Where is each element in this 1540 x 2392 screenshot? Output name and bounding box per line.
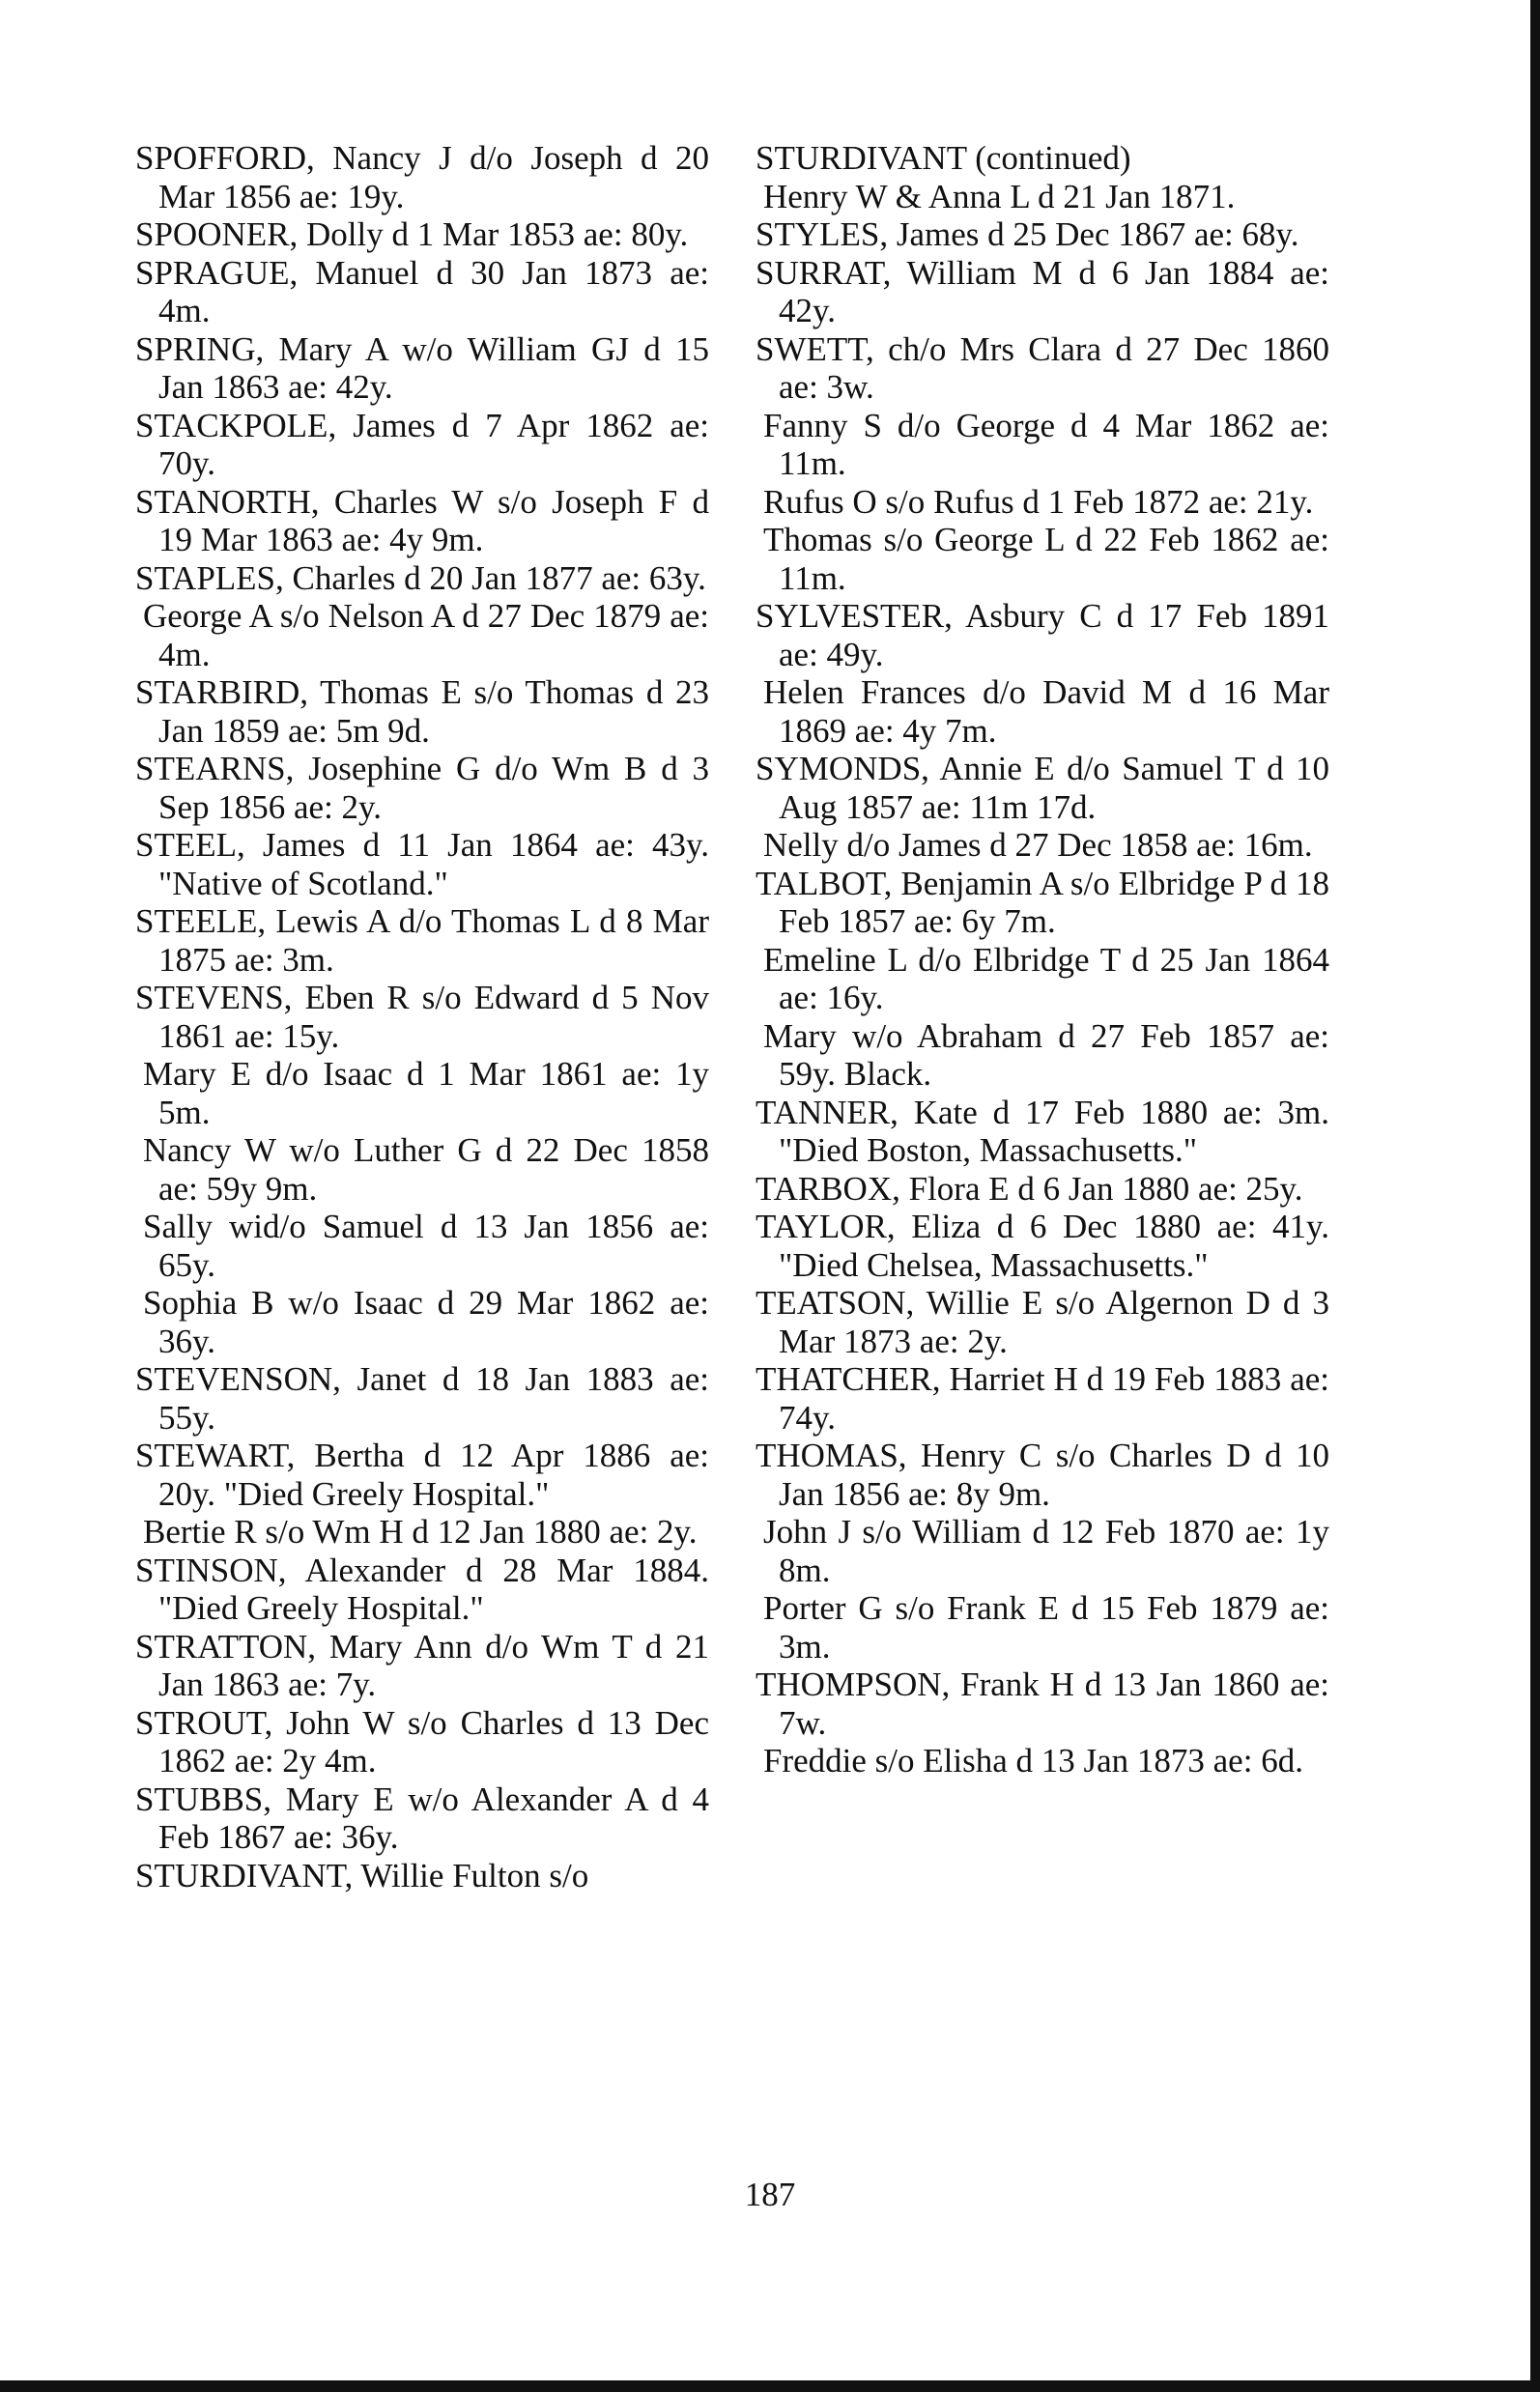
entry-text: Eben R s/o Edward d 5 Nov 1861 ae: 15y. xyxy=(158,979,709,1055)
entry-text: Annie E d/o Samuel T d 10 Aug 1857 ae: 11m 17d. xyxy=(779,750,1329,826)
register-entry xyxy=(756,521,1329,597)
register-entry xyxy=(756,1360,1329,1437)
register-entry xyxy=(135,559,709,598)
entry-text: Asbury C d 17 Feb 1891 ae: 49y. xyxy=(779,597,1329,673)
register-entry xyxy=(135,1628,709,1704)
entry-text: Henry W & Anna L d 21 Jan 1871. xyxy=(763,177,1236,215)
entry-text: Flora E d 6 Jan 1880 ae: 25y. xyxy=(908,1169,1303,1208)
entry-text: Mary w/o Abraham d 27 Feb 1857 ae: 59y. Black. xyxy=(763,1016,1329,1093)
register-entry xyxy=(756,1208,1329,1284)
entry-surname: THOMAS, xyxy=(756,1437,907,1474)
entry-surname: SPOONER, xyxy=(135,215,299,253)
entry-text: William M d 6 Jan 1884 ae: 42y. xyxy=(779,253,1329,329)
register-entry xyxy=(756,673,1329,750)
entry-text: Henry C s/o Charles D d 10 Jan 1856 ae: 8y 9m. xyxy=(779,1437,1329,1513)
entry-surname: SWETT, xyxy=(756,329,874,368)
entry-text: Fanny S d/o George d 4 Mar 1862 ae: 11m. xyxy=(763,406,1329,482)
entry-text: Nancy W w/o Luther G d 22 Dec 1858 ae: 59y 9m. xyxy=(143,1131,709,1208)
entry-surname: STANORTH, xyxy=(135,482,320,521)
register-entry xyxy=(135,1552,709,1628)
entry-surname: SPRING, xyxy=(135,329,265,368)
entry-text: (continued) xyxy=(975,139,1131,177)
entry-text: Dolly d 1 Mar 1853 ae: 80y. xyxy=(305,215,689,253)
entry-surname: STEVENS, xyxy=(135,979,293,1016)
entry-surname: STINSON, xyxy=(135,1551,287,1589)
entry-text: James d 25 Dec 1867 ae: 68y. xyxy=(896,215,1299,253)
entry-text: Willie E s/o Algernon D d 3 Mar 1873 ae: 2y. xyxy=(779,1284,1329,1360)
register-entry xyxy=(756,1666,1329,1742)
entry-text: ch/o Mrs Clara d 27 Dec 1860 ae: 3w. xyxy=(779,329,1330,406)
scan-edge-right xyxy=(1530,0,1540,2392)
entry-text: John J s/o William d 12 Feb 1870 ae: 1y 8m. xyxy=(763,1513,1329,1589)
entry-text: Charles W s/o Joseph F d 19 Mar 1863 ae: 4y 9m. xyxy=(158,482,709,558)
entry-surname: TARBOX, xyxy=(756,1169,900,1208)
register-entry xyxy=(756,330,1329,407)
register-entry xyxy=(135,979,709,1055)
entry-text: Willie Fulton s/o xyxy=(360,1856,589,1894)
entry-surname: STROUT, xyxy=(135,1703,273,1742)
entry-surname: STEWART, xyxy=(135,1437,296,1474)
entry-text: Mary E d/o Isaac d 1 Mar 1861 ae: 1y 5m. xyxy=(143,1055,709,1131)
entry-text: James d 7 Apr 1862 ae: 70y. xyxy=(158,406,710,482)
entry-surname: SURRAT, xyxy=(756,253,892,292)
register-entry xyxy=(756,750,1329,826)
register-entry xyxy=(756,1437,1329,1513)
entry-surname: STURDIVANT, xyxy=(135,1856,354,1894)
entry-surname: STEARNS, xyxy=(135,750,295,787)
register-entry xyxy=(756,407,1329,483)
register-entry xyxy=(756,1742,1329,1780)
entry-text: Eliza d 6 Dec 1880 ae: 41y. "Died Chelsea, Massachusetts." xyxy=(779,1208,1330,1284)
entry-surname: STRATTON, xyxy=(135,1627,317,1666)
entry-surname: STAPLES, xyxy=(135,558,284,597)
register-entry xyxy=(756,1094,1329,1170)
register-entry xyxy=(135,330,709,407)
register-entry xyxy=(135,597,709,673)
entry-surname: SPRAGUE, xyxy=(135,253,299,292)
entry-text: John W s/o Charles d 13 Dec 1862 ae: 2y 4m. xyxy=(158,1703,709,1780)
register-entry xyxy=(756,826,1329,865)
register-entry xyxy=(135,254,709,330)
register-entry xyxy=(756,597,1329,673)
entry-text: Josephine G d/o Wm B d 3 Sep 1856 ae: 2y. xyxy=(158,750,709,826)
register-entry xyxy=(135,215,709,254)
entry-surname: TALBOT, xyxy=(756,864,893,902)
register-entry xyxy=(135,673,709,750)
entry-text: Alexander d 28 Mar 1884. "Died Greely Hospital." xyxy=(158,1551,709,1627)
entry-surname: STARBIRD, xyxy=(135,673,309,711)
entry-text: Nancy J d/o Joseph d 20 Mar 1856 ae: 19y. xyxy=(158,139,710,215)
entry-text: Nelly d/o James d 27 Dec 1858 ae: 16m. xyxy=(763,826,1313,864)
register-entry xyxy=(756,941,1329,1017)
register-entry xyxy=(756,139,1329,178)
register-entry xyxy=(756,1589,1329,1666)
entry-text: Bertha d 12 Apr 1886 ae: 20y. "Died Greely Hospital." xyxy=(158,1437,710,1513)
register-entry xyxy=(756,254,1329,330)
entry-surname: STEEL, xyxy=(135,826,245,864)
entry-text: Porter G s/o Frank E d 15 Feb 1879 ae: 3m. xyxy=(763,1589,1329,1666)
entry-text: Mary Ann d/o Wm T d 21 Jan 1863 ae: 7y. xyxy=(158,1627,710,1703)
entry-surname: STYLES, xyxy=(756,215,889,253)
entry-text: Mary E w/o Alexander A d 4 Feb 1867 ae: 36y. xyxy=(158,1780,709,1856)
left-column xyxy=(135,139,709,1894)
entry-surname: THOMPSON, xyxy=(756,1666,951,1703)
register-entry xyxy=(135,407,709,483)
register-entry xyxy=(135,750,709,826)
register-entry xyxy=(135,1780,709,1857)
entry-surname: TAYLOR, xyxy=(756,1208,896,1245)
register-entry xyxy=(135,1055,709,1131)
entry-text: Thomas s/o George L d 22 Feb 1862 ae: 11m. xyxy=(763,521,1329,597)
register-entry xyxy=(756,865,1329,941)
register-entry xyxy=(135,1513,709,1552)
register-entry xyxy=(135,1284,709,1360)
register-entry xyxy=(756,1513,1329,1589)
entry-text: Charles d 20 Jan 1877 ae: 63y. xyxy=(292,558,706,597)
register-entry xyxy=(135,483,709,559)
register-entry xyxy=(135,902,709,979)
entry-text: Lewis A d/o Thomas L d 8 Mar 1875 ae: 3m. xyxy=(158,902,709,979)
entry-text: Helen Frances d/o David M d 16 Mar 1869 ae: 4y 7m. xyxy=(763,673,1329,750)
register-entry xyxy=(135,1704,709,1780)
register-entry xyxy=(135,1437,709,1513)
register-entry xyxy=(756,483,1329,522)
register-entry xyxy=(756,1284,1329,1360)
register-entry xyxy=(135,1857,709,1895)
entry-text: Harriet H d 19 Feb 1883 ae: 74y. xyxy=(779,1360,1329,1437)
register-entry xyxy=(756,178,1329,216)
register-entry xyxy=(756,215,1329,254)
register-entry xyxy=(135,139,709,215)
register-entry xyxy=(756,1170,1329,1209)
register-entry xyxy=(135,826,709,902)
scan-edge-bottom xyxy=(0,2380,1540,2392)
entry-text: Janet d 18 Jan 1883 ae: 55y. xyxy=(158,1360,709,1437)
entry-text: Sophia B w/o Isaac d 29 Mar 1862 ae: 36y. xyxy=(143,1284,709,1360)
register-entry xyxy=(135,1131,709,1208)
entry-surname: STACKPOLE, xyxy=(135,406,337,444)
entry-text: Emeline L d/o Elbridge T d 25 Jan 1864 ae: 16y. xyxy=(763,940,1329,1016)
register-entry xyxy=(135,1208,709,1284)
page-number: 187 xyxy=(744,2176,796,2213)
entry-text: Mary A w/o William GJ d 15 Jan 1863 ae: 42y. xyxy=(158,329,710,406)
entry-surname: STEVENSON, xyxy=(135,1360,341,1398)
entry-text: Frank H d 13 Jan 1860 ae: 7w. xyxy=(779,1666,1330,1742)
entry-text: James d 11 Jan 1864 ae: 43y. "Native of Scotland." xyxy=(158,826,709,902)
entry-text: Bertie R s/o Wm H d 12 Jan 1880 ae: 2y. xyxy=(143,1513,698,1551)
entry-text: Benjamin A s/o Elbridge P d 18 Feb 1857 ae: 6y 7m. xyxy=(779,864,1330,940)
entry-text: Kate d 17 Feb 1880 ae: 3m. "Died Boston, Massachusetts." xyxy=(779,1093,1329,1169)
entry-surname: TANNER, xyxy=(756,1093,898,1131)
entry-text: Manuel d 30 Jan 1873 ae: 4m. xyxy=(158,253,709,329)
entry-surname: TEATSON, xyxy=(756,1284,915,1322)
register-entry xyxy=(135,1360,709,1437)
entry-text: Rufus O s/o Rufus d 1 Feb 1872 ae: 21y. xyxy=(763,482,1314,521)
entry-surname: STURDIVANT xyxy=(756,139,967,177)
entry-surname: THATCHER, xyxy=(756,1360,941,1398)
entry-surname: STUBBS, xyxy=(135,1780,272,1818)
entry-text: Thomas E s/o Thomas d 23 Jan 1859 ae: 5m 9d. xyxy=(158,673,709,750)
entry-surname: SPOFFORD, xyxy=(135,139,315,177)
entry-text: Sally wid/o Samuel d 13 Jan 1856 ae: 65y. xyxy=(143,1208,709,1284)
entry-surname: SYMONDS, xyxy=(756,750,929,787)
entry-surname: SYLVESTER, xyxy=(756,597,953,635)
entry-text: George A s/o Nelson A d 27 Dec 1879 ae: 4m. xyxy=(143,597,709,673)
register-entry xyxy=(756,1017,1329,1094)
entry-text: Freddie s/o Elisha d 13 Jan 1873 ae: 6d. xyxy=(763,1742,1303,1780)
right-column xyxy=(756,139,1329,1780)
entry-surname: STEELE, xyxy=(135,902,267,940)
